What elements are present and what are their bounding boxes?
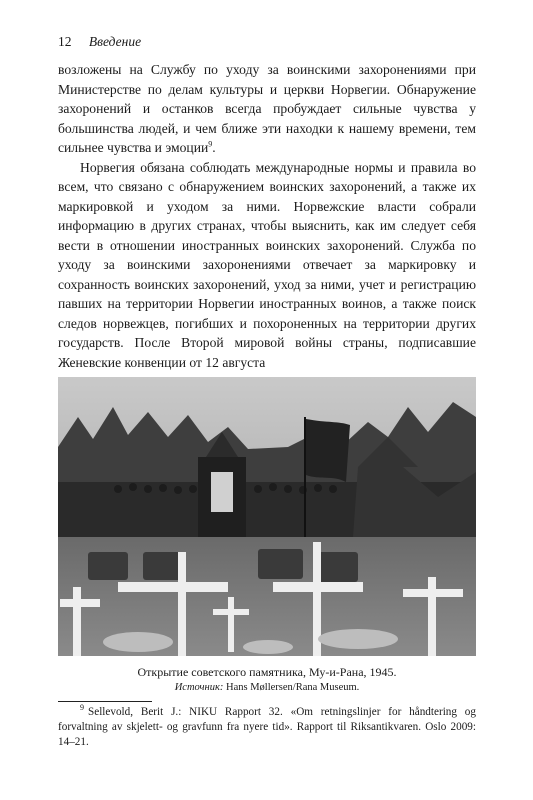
caption-text: Открытие советского памятника, Му-и-Рана, 1945. [137, 665, 397, 679]
body-text [58, 60, 476, 372]
caption-source [58, 680, 476, 695]
source-text: Hans Møllersen/Rana Museum. [226, 682, 360, 693]
paragraph-2: Норвегия обязана соблюдать международные нормы и правила во всем, что связано с обнаружением воинских захоронений, а также их маркировкой и уходом за ними. Норвежские власти собрали информацию в других странах, чтобы выяснить, как им следует себя вести в отношении иностранных воинских захоронений. Служба по уходу за воинскими захоронениями отвечает за маркировку и сохранность воинских захоронений, уход за ними, учет и регистрацию павших на территории Норвегии иностранных воинов, а также поиск следов норвежцев, погибших и похороненных на территории других государств. После Второй мировой войны страны, подписавшие Женевские конвенции от 12 августа [58, 159, 476, 370]
source-label: Источник: [174, 682, 224, 693]
figure-caption [58, 665, 476, 695]
paragraph-1: возложены на Службу по уходу за воинскими захоронениями при Министерстве по делам культуры и церкви Норвегии. Обнаружение захоронений и останков всегда пробуждает сильные чувства у большинства людей, и чем ближе эти находки к нашему времени, тем сильнее чувства и эмоции$^9$. [58, 62, 476, 155]
page-number: 12 [58, 34, 72, 49]
running-header [58, 34, 141, 50]
footnote-text: Sellevold, Berit J.: NIKU Rapport 32. «Om retningslinjer for håndtering og forvaltning av skjelett- og gravfunn fra nyere tid». Rapport til Riksantikvaren. Oslo 2009: 14–21. [58, 706, 476, 748]
chapter-title: Введение [88, 34, 142, 49]
footnote-ref[interactable]: 9 [208, 139, 213, 149]
paragraph-1-text: возложены на Службу по уходу за воинскими захоронениями при Министерстве по делам культуры и церкви Норвегии. Обнаружение захоронений и останков всегда пробуждает сильные чувства у большинства людей, и чем ближе эти находки к нашему времени, тем сильнее чувства и эмоции [58, 62, 476, 155]
footnote [58, 705, 476, 750]
footnote-divider [58, 701, 152, 702]
footnote-number: 9 [80, 703, 84, 713]
historical-photo [58, 377, 476, 656]
